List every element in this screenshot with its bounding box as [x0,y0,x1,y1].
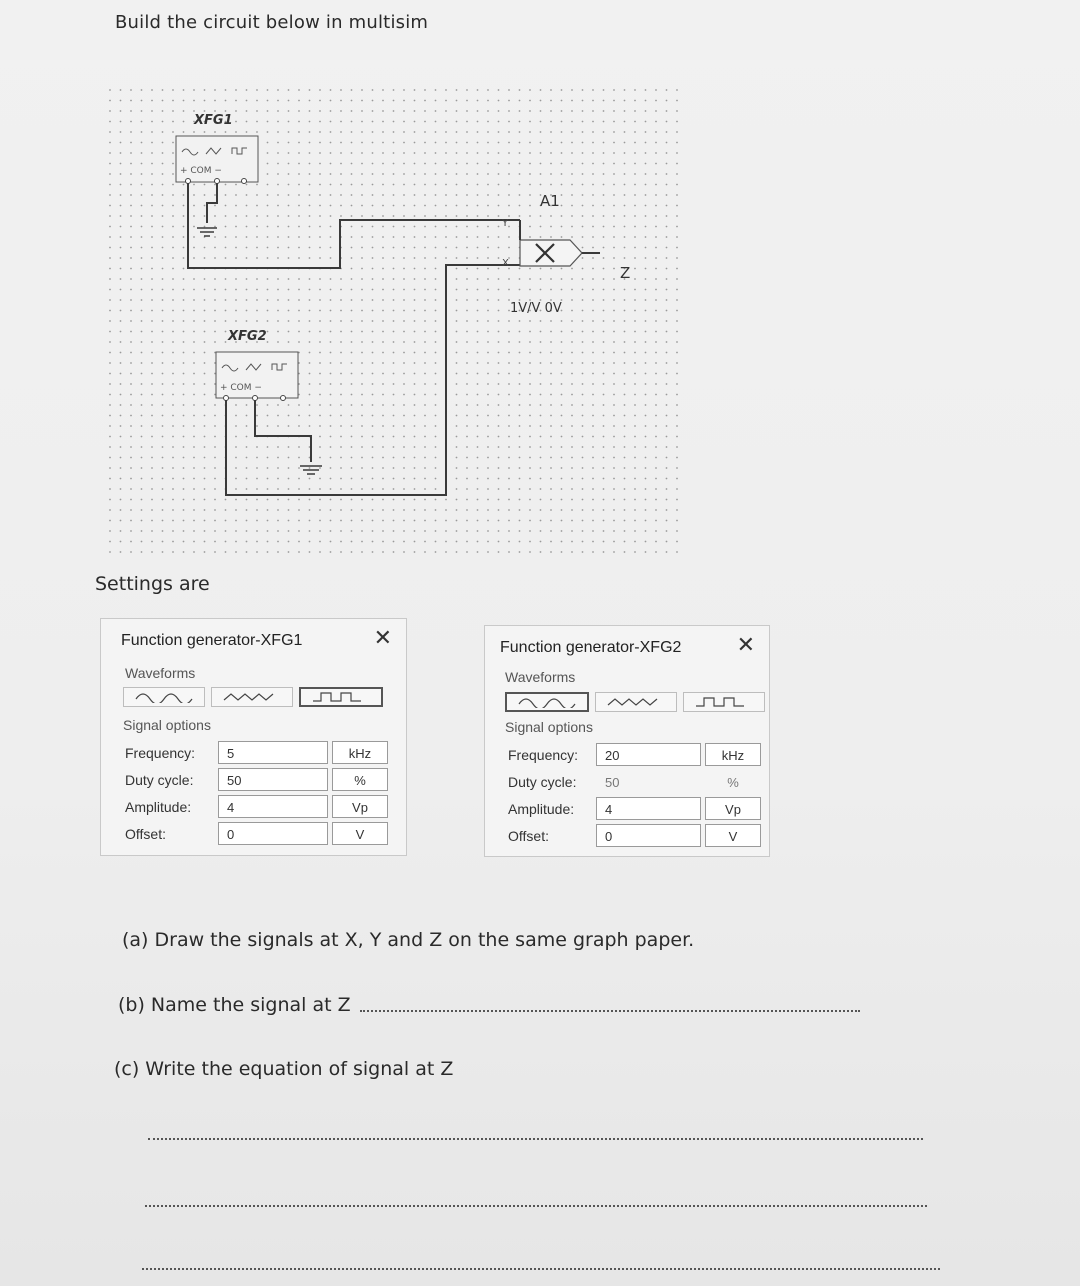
fg2-duty-cycle-input: 50 [605,775,620,790]
amplitude-label: Amplitude: [125,798,192,815]
xfg2-terminals: + COM − [220,383,262,393]
fg1-square-button[interactable] [299,687,383,707]
fg2-offset-input[interactable]: 0 [596,824,701,847]
fg2-signal-options-label: Signal options [505,719,593,735]
fg1-sine-button[interactable] [123,687,205,707]
fg2-duty-cycle-row [508,768,761,795]
input-x-label: X [502,258,509,269]
fg2-offset-unit[interactable]: V [705,824,761,847]
page-heading: Build the circuit below in multisim [115,12,429,33]
multiplier-params: 1V/V 0V [510,301,562,316]
fg1-amplitude-unit[interactable]: Vp [332,795,388,818]
fg2-sine-button[interactable] [505,692,589,712]
xfg2-label: XFG2 [228,329,267,344]
a1-label: A1 [540,192,560,210]
fg1-triangle-button[interactable] [211,687,293,707]
fg1-duty-cycle-unit[interactable]: % [332,768,388,791]
triangle-wave-icon [606,696,666,708]
fg1-waveforms-label: Waveforms [125,665,196,681]
multiplier-body [520,240,582,266]
xfg1-plus-terminal[interactable] [186,179,191,184]
sine-wave-icon [134,691,194,703]
xfg1-com-terminal[interactable] [215,179,220,184]
amplitude-label: Amplitude: [508,800,575,817]
xfg1-label: XFG1 [194,113,233,128]
output-z-label: Z [620,264,631,282]
xfg2-plus-terminal[interactable] [224,396,229,401]
fg2-waveform-buttons [505,692,765,712]
triangle-wave-icon [222,691,282,703]
answer-line-c3[interactable] [142,1268,940,1270]
fg1-amplitude-row [125,793,388,820]
settings-label: Settings are [95,573,210,595]
fg1-duty-cycle-input[interactable]: 50 [218,768,328,791]
fg1-signal-options [125,739,388,847]
fg2-settings-panel [484,625,770,857]
question-a: (a) Draw the signals at X, Y and Z on the same graph paper. [122,929,695,951]
offset-label: Offset: [125,825,166,842]
frequency-label: Frequency: [508,746,579,763]
question-c: (c) Write the equation of signal at Z [114,1058,454,1080]
frequency-label: Frequency: [125,744,196,761]
fg2-waveforms-label: Waveforms [505,669,576,685]
xfg1-terminals: + COM − [180,166,222,176]
fg1-close-icon[interactable]: ✕ [373,625,392,650]
duty-cycle-label: Duty cycle: [508,773,577,790]
xfg2-com-terminal[interactable] [253,396,258,401]
fg2-offset-row [508,822,761,849]
fg1-offset-row [125,820,388,847]
fg1-waveform-buttons [123,687,383,707]
answer-line-c1[interactable] [148,1138,923,1140]
fg1-duty-cycle-row [125,766,388,793]
answer-line-b[interactable] [360,1010,860,1012]
answer-line-c2[interactable] [145,1205,927,1207]
duty-cycle-label: Duty cycle: [125,771,194,788]
fg1-amplitude-input[interactable]: 4 [218,795,328,818]
fg2-close-icon[interactable]: ✕ [736,632,755,657]
xfg1-minus-terminal[interactable] [242,179,247,184]
fg1-frequency-input[interactable]: 5 [218,741,328,764]
fg2-amplitude-input[interactable]: 4 [596,797,701,820]
fg2-frequency-input[interactable]: 20 [596,743,701,766]
sine-wave-icon [517,696,577,708]
fg1-offset-input[interactable]: 0 [218,822,328,845]
fg2-title: Function generator-XFG2 [500,639,682,656]
circuit-schematic [108,88,680,558]
square-wave-icon [311,691,371,703]
fg1-offset-unit[interactable]: V [332,822,388,845]
fg2-frequency-row [508,741,761,768]
fg1-signal-options-label: Signal options [123,717,211,733]
offset-label: Offset: [508,827,549,844]
fg1-frequency-row [125,739,388,766]
fg2-amplitude-row [508,795,761,822]
fg1-settings-panel [100,618,407,856]
input-y-label: Y [502,218,509,229]
schematic-svg [108,88,680,558]
square-wave-icon [694,696,754,708]
xfg2-minus-terminal[interactable] [281,396,286,401]
fg2-amplitude-unit[interactable]: Vp [705,797,761,820]
fg1-title: Function generator-XFG1 [121,632,303,649]
fg2-square-button[interactable] [683,692,765,712]
fg2-frequency-unit[interactable]: kHz [705,743,761,766]
fg2-triangle-button[interactable] [595,692,677,712]
fg2-duty-cycle-unit: % [727,775,739,790]
fg2-signal-options [508,741,761,849]
question-b: (b) Name the signal at Z [118,994,351,1016]
fg1-frequency-unit[interactable]: kHz [332,741,388,764]
